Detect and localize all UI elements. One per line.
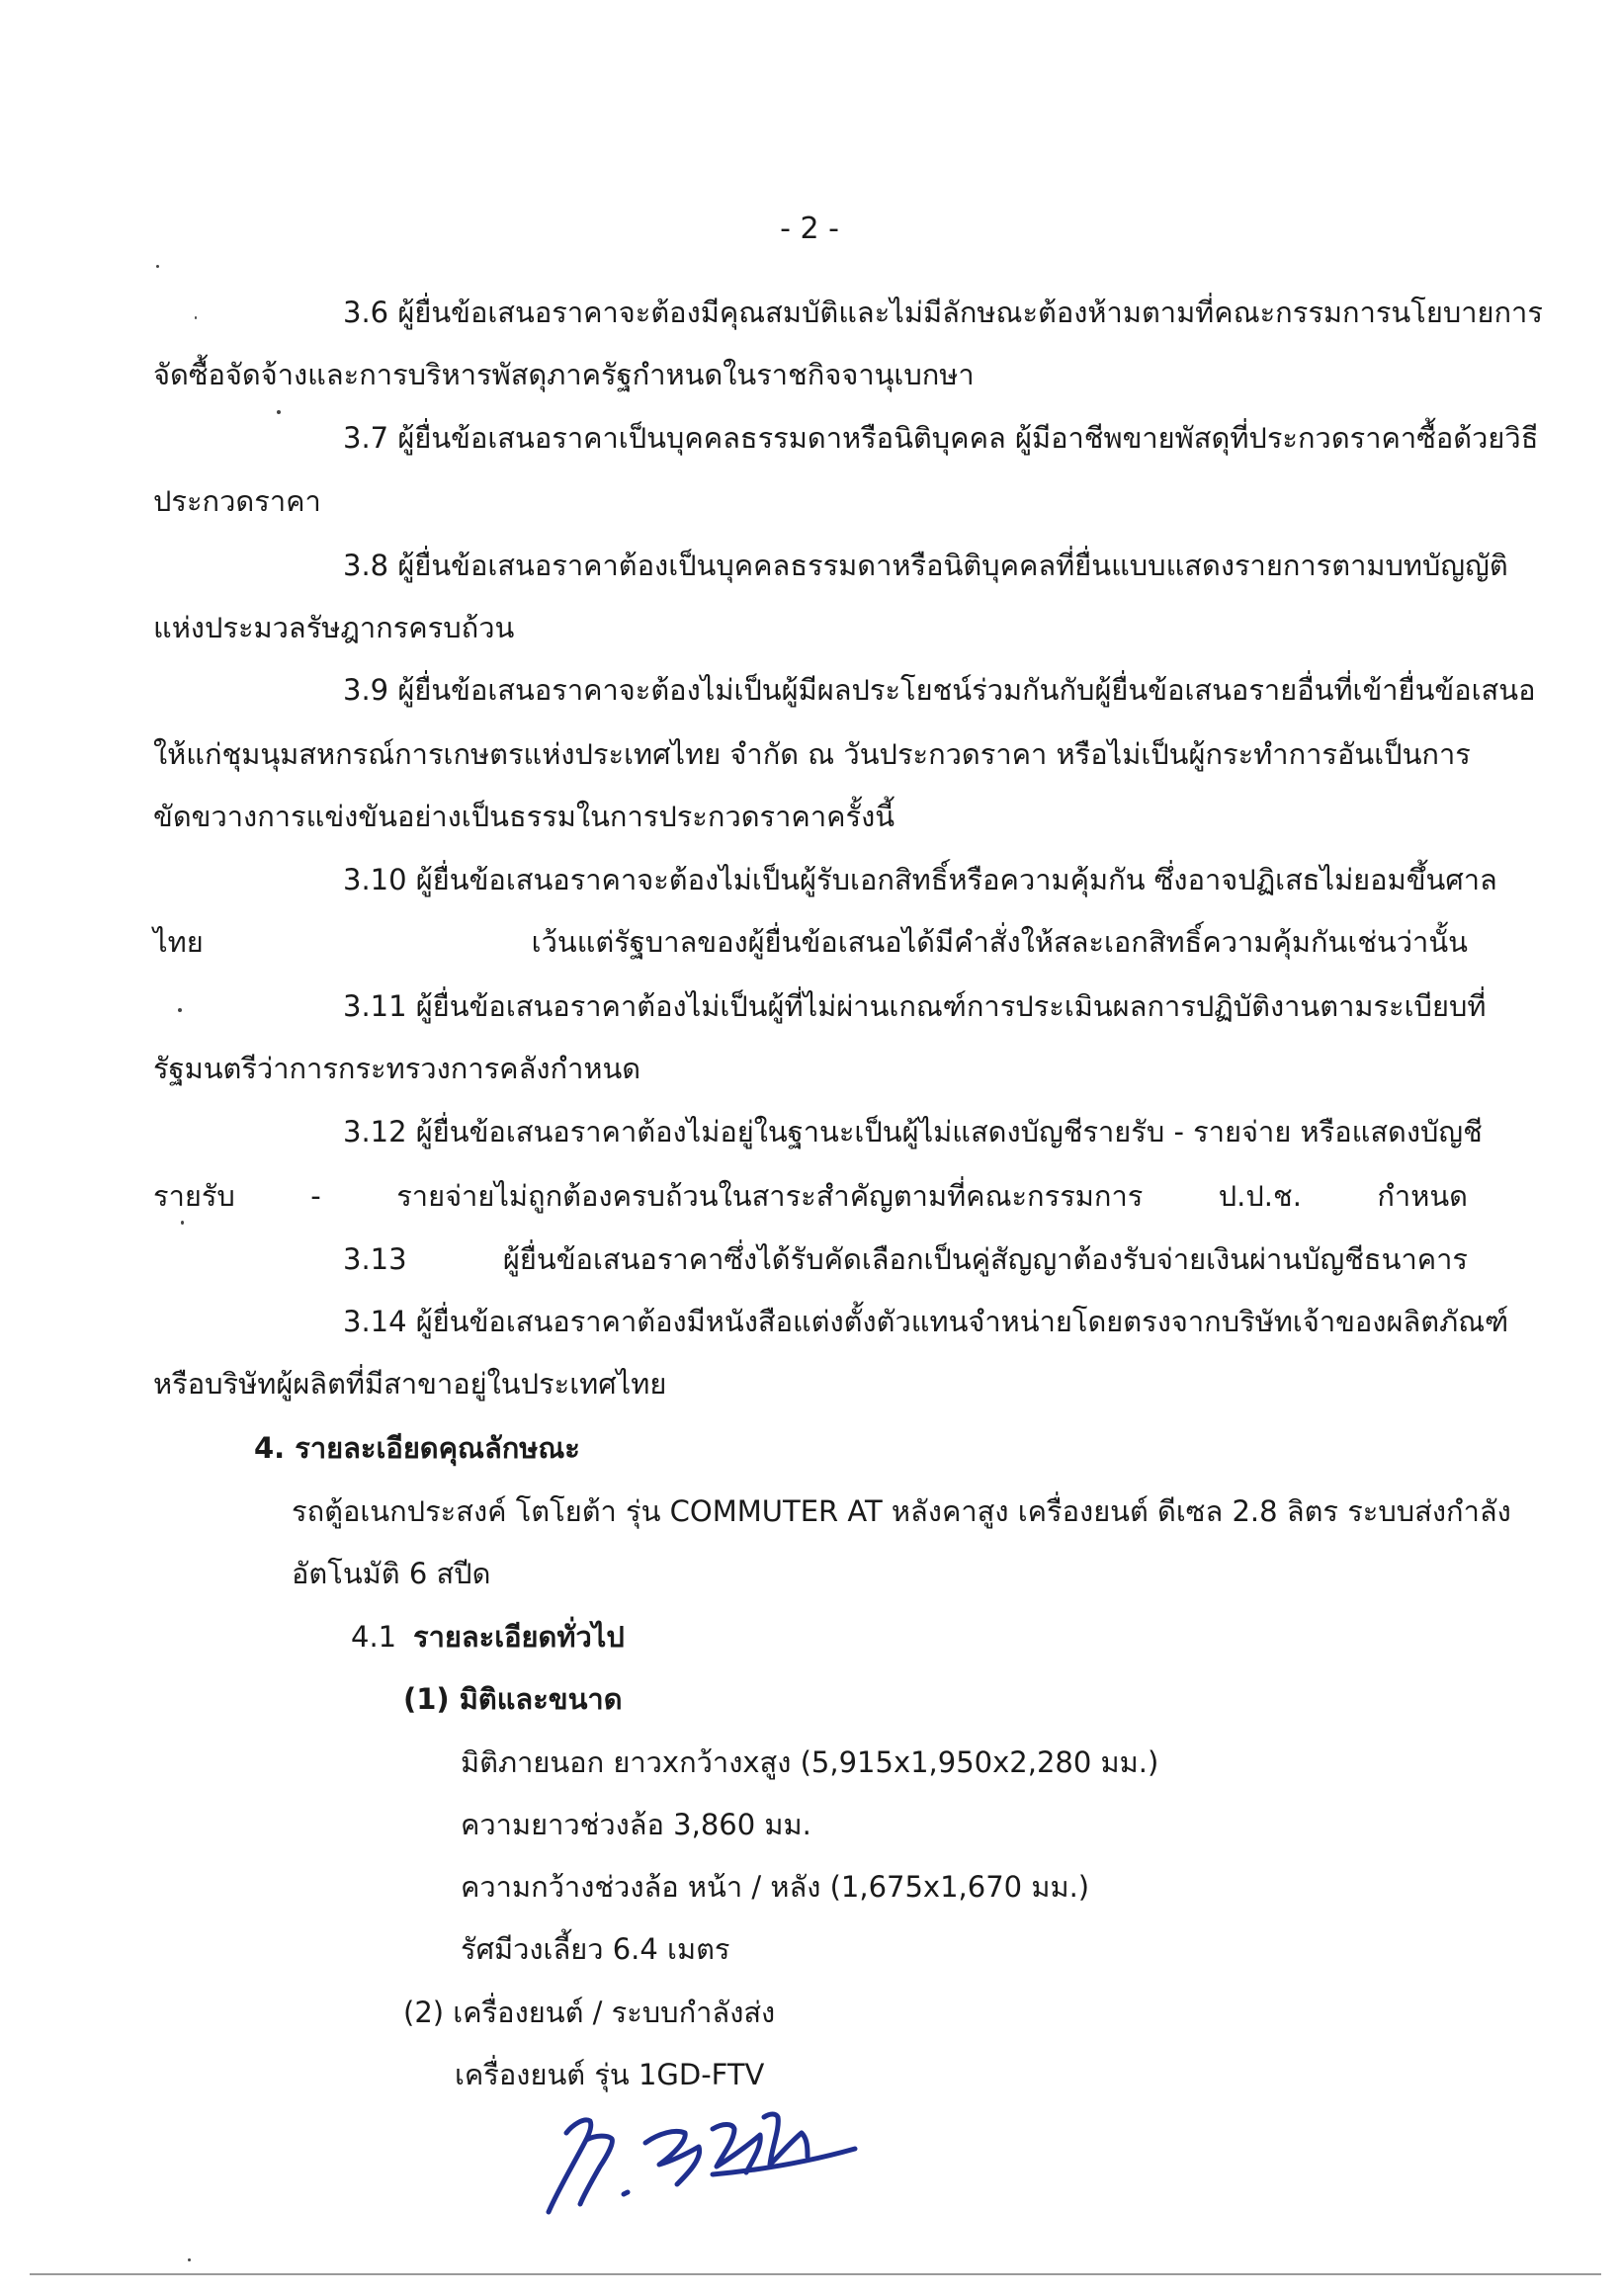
- scan-speck: [188, 2258, 191, 2261]
- scan-speck: [156, 265, 159, 268]
- clause-3-13-line-1: 3.13 ผู้ยื่นข้อเสนอราคาซึ่งได้รับคัดเลือกเป็นคู่สัญญาต้องรับจ่ายเงินผ่านบัญชีธนาคาร: [343, 1242, 1468, 1276]
- clause-3-9-line-2: ให้แก่ชุมนุมสหกรณ์การเกษตรแห่งประเทศไทย จำกัด ณ วันประกวดราคา หรือไม่เป็นผู้กระทำการอันเป็นการ: [153, 737, 1471, 771]
- clause-3-12-line-1: 3.12 ผู้ยื่นข้อเสนอราคาต้องไม่อยู่ในฐานะเป็นผู้ไม่แสดงบัญชีรายรับ - รายจ่าย หรือแสดงบัญชี: [343, 1115, 1483, 1148]
- item-2-heading: (2) เครื่องยนต์ / ระบบกำลังส่ง: [403, 1996, 776, 2029]
- clause-3-14-line-1: 3.14 ผู้ยื่นข้อเสนอราคาต้องมีหนังสือแต่งตั้งตัวแทนจำหน่ายโดยตรงจากบริษัทเจ้าของผลิตภัณฑ์: [343, 1305, 1509, 1338]
- clause-3-8-line-1: 3.8 ผู้ยื่นข้อเสนอราคาต้องเป็นบุคคลธรรมดาหรือนิติบุคคลที่ยื่นแบบแสดงรายการตามบทบัญญัติ: [343, 549, 1508, 582]
- clause-3-11-line-2: รัฐมนตรีว่าการกระทรวงการคลังกำหนด: [153, 1052, 641, 1085]
- scan-speck: [195, 316, 197, 319]
- clause-3-9-line-3: ขัดขวางการแข่งขันอย่างเป็นธรรมในการประกวดราคาครั้งนี้: [153, 800, 895, 833]
- clause-3-7-line-1: 3.7 ผู้ยื่นข้อเสนอราคาเป็นบุคคลธรรมดาหรือนิติบุคคล ผู้มีอาชีพขายพัสดุที่ประกวดราคาซื้อด้วยวิธี: [343, 421, 1539, 455]
- clause-3-10-line-2: ไทย เว้นแต่รัฐบาลของผู้ยื่นข้อเสนอได้มีคำสั่งให้สละเอกสิทธิ์ความคุ้มกันเช่นว่านั้น: [153, 925, 1468, 959]
- clause-3-8-line-2: แห่งประมวลรัษฎากรครบถ้วน: [153, 611, 515, 644]
- clause-3-9-line-1: 3.9 ผู้ยื่นข้อเสนอราคาจะต้องไม่เป็นผู้มีผลประโยชน์ร่วมกันกับผู้ยื่นข้อเสนอรายอื่นที่เข้ายื่นข้อเสนอ: [343, 673, 1536, 707]
- clause-3-10-line-1: 3.10 ผู้ยื่นข้อเสนอราคาจะต้องไม่เป็นผู้รับเอกสิทธิ์หรือความคุ้มกัน ซึ่งอาจปฏิเสธไม่ยอมขึ้นศาล: [343, 863, 1497, 896]
- clause-3-6-line-2: จัดซื้อจัดจ้างและการบริหารพัสดุภาครัฐกำหนดในราชกิจจานุเบกษา: [153, 358, 975, 391]
- item-1-line-4: รัศมีวงเลี้ยว 6.4 เมตร: [461, 1932, 730, 1966]
- subsection-4-1-title: รายละเอียดทั่วไป: [413, 1620, 625, 1654]
- section-4-description-line-2: อัตโนมัติ 6 สปีด: [292, 1557, 491, 1590]
- page-number: - 2 -: [780, 212, 839, 246]
- subsection-4-1-number: 4.1: [351, 1620, 397, 1654]
- item-2-line-1: เครื่องยนต์ รุ่น 1GD-FTV: [455, 2058, 765, 2091]
- clause-3-7-line-2: ประกวดราคา: [153, 484, 321, 518]
- clause-3-6-line-1: 3.6 ผู้ยื่นข้อเสนอราคาจะต้องมีคุณสมบัติและไม่มีลักษณะต้องห้ามตามที่คณะกรรมการนโยบายการ: [343, 296, 1543, 329]
- item-1-heading: (1) มิติและขนาด: [403, 1682, 623, 1716]
- section-4-heading: 4. รายละเอียดคุณลักษณะ: [254, 1431, 580, 1465]
- clause-3-11-line-1: 3.11 ผู้ยื่นข้อเสนอราคาต้องไม่เป็นผู้ที่ไม่ผ่านเกณฑ์การประเมินผลการปฏิบัติงานตามระเบียบที่: [343, 989, 1487, 1023]
- bottom-scan-edge: [30, 2273, 1601, 2275]
- section-4-description-line-1: รถตู้อเนกประสงค์ โตโยต้า รุ่น COMMUTER AT หลังคาสูง เครื่องยนต์ ดีเซล 2.8 ลิตร ระบบส่งกำลัง: [292, 1494, 1511, 1528]
- clause-3-12-line-2: รายรับ - รายจ่ายไม่ถูกต้องครบถ้วนในสาระสำคัญตามที่คณะกรรมการ ป.ป.ช. กำหนด: [153, 1179, 1468, 1213]
- item-1-line-1: มิติภายนอก ยาวxกว้างxสูง (5,915x1,950x2,280 มม.): [461, 1745, 1159, 1779]
- scan-speck: [277, 410, 281, 414]
- item-1-line-2: ความยาวช่วงล้อ 3,860 มม.: [461, 1808, 811, 1841]
- scan-speck: [181, 1221, 184, 1225]
- scan-speck: [178, 1008, 182, 1012]
- item-1-line-3: ความกว้างช่วงล้อ หน้า / หลัง (1,675x1,670 มม.): [461, 1870, 1090, 1904]
- clause-3-14-line-2: หรือบริษัทผู้ผลิตที่มีสาขาอยู่ในประเทศไทย: [153, 1367, 667, 1401]
- handwritten-signature-icon: [529, 2095, 885, 2224]
